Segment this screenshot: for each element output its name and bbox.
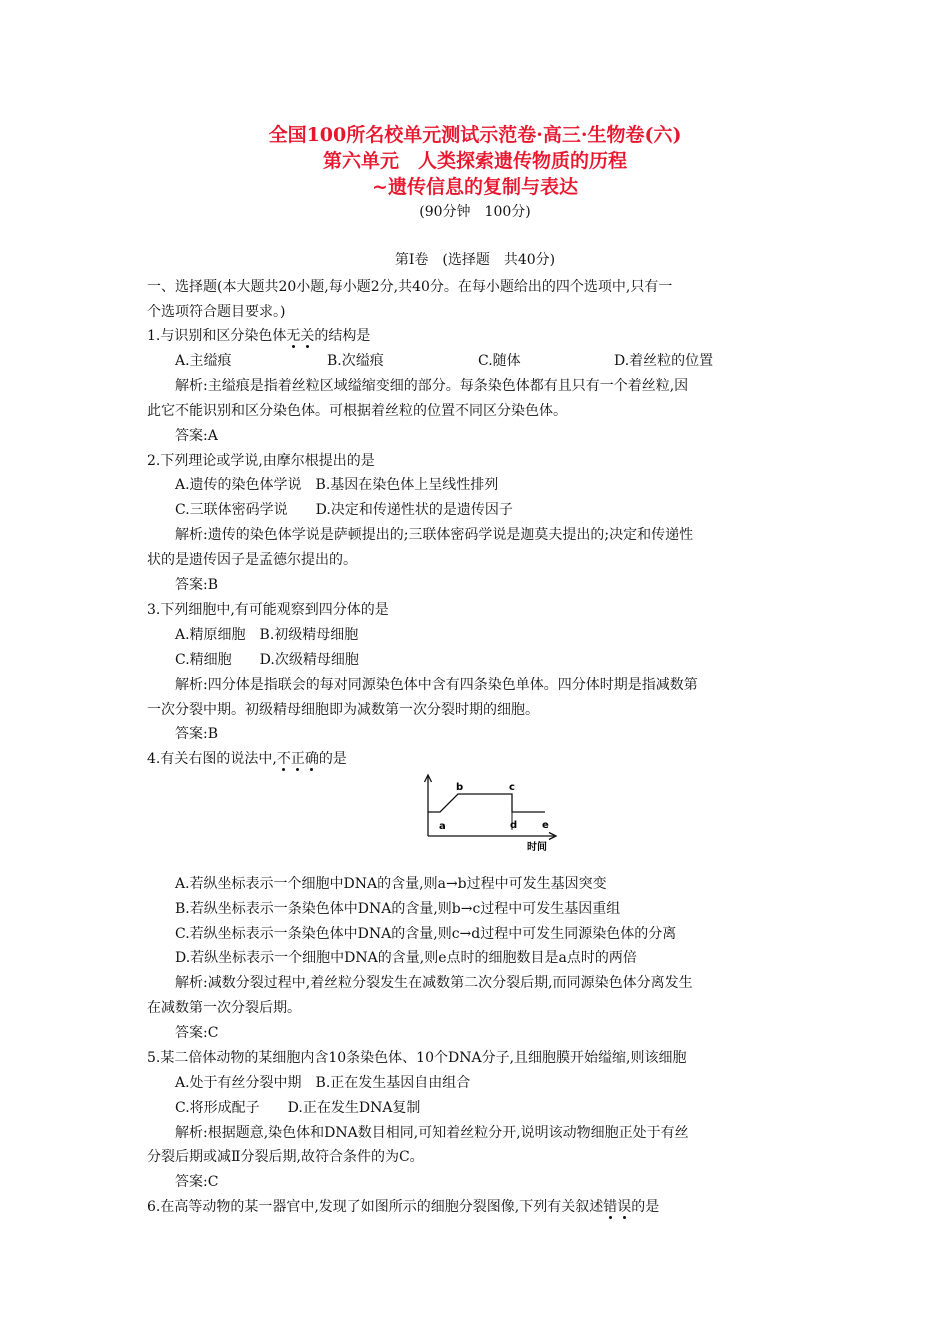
question-2-options-ab: A.遗传的染色体学说 B.基因在染色体上呈线性排列: [175, 477, 499, 493]
graph-x-axis-label: 时间: [527, 842, 547, 853]
question-4-analysis-line2: 在减数第一次分裂后期。: [147, 1000, 301, 1016]
question-4-option-d: D.若纵坐标表示一个细胞中DNA的含量,则e点时的细胞数目是a点时的两倍: [175, 950, 637, 966]
question-1-stem: [147, 325, 370, 347]
exam-title-line1: 全国100所名校单元测试示范卷·高三·生物卷(六): [268, 124, 682, 146]
emphasis-char: 不: [276, 751, 291, 767]
question-2-options-cd: C.三联体密码学说 D.决定和传递性状的是遗传因子: [175, 502, 513, 518]
emphasis-char: 关: [300, 328, 315, 344]
question-5-stem: 5.某二倍体动物的某细胞内含10条染色体、10个DNA分子,且细胞膜开始缢缩,则该细胞: [147, 1050, 687, 1066]
section-instructions-line1: 一、选择题(本大题共20小题,每小题2分,共40分。在每小题给出的四个选项中,只有一: [147, 279, 673, 295]
graph-point-label-c: c: [509, 782, 515, 793]
graph-point-label-d: d: [510, 820, 518, 831]
question-5-answer: 答案:C: [175, 1174, 219, 1190]
question-1-option-a: A.主缢痕: [175, 353, 232, 369]
emphasis-char: 正: [290, 751, 305, 767]
question-3-stem: 3.下列细胞中,有可能观察到四分体的是: [147, 602, 389, 618]
question-1-option-c: C.随体: [478, 353, 521, 369]
time-score-note: (90分钟 100分): [419, 204, 531, 220]
emphasis-char: 误: [617, 1199, 632, 1215]
section-instructions-line2: 个选项符合题目要求。): [147, 304, 286, 320]
emphasis-char: 确: [304, 751, 319, 767]
question-2-answer: 答案:B: [175, 577, 219, 593]
question-1-answer: 答案:A: [175, 428, 218, 444]
question-4-answer: 答案:C: [175, 1025, 219, 1041]
question-5-options-ab: A.处于有丝分裂中期 B.正在发生基因自由组合: [175, 1075, 471, 1091]
question-4-option-c: C.若纵坐标表示一条染色体中DNA的含量,则c→d过程中可发生同源染色体的分离: [175, 926, 677, 942]
question-2-analysis-line2: 状的是遗传因子是孟德尔提出的。: [147, 552, 357, 568]
question-6-stem-end: 的是: [631, 1199, 660, 1215]
graph-curve: [428, 794, 545, 812]
question-3-analysis-line2: 一次分裂中期。初级精母细胞即为减数第一次分裂时期的细胞。: [147, 702, 539, 718]
question-3-analysis-line1: 解析:四分体是指联会的每对同源染色体中含有四条染色单体。四分体时期是指减数第: [175, 677, 698, 693]
emphasis-char: 无: [286, 328, 301, 344]
question-1-analysis-line1: 解析:主缢痕是指着丝粒区域缢缩变细的部分。每条染色体都有且只有一个着丝粒,因: [175, 378, 689, 394]
question-6-stem-start: 6.在高等动物的某一器官中,发现了如图所示的细胞分裂图像,下列有关叙述: [147, 1199, 604, 1215]
question-2-stem: 2.下列理论或学说,由摩尔根提出的是: [147, 453, 375, 469]
question-1-stem-end: 的结构是: [314, 328, 371, 344]
section-heading: 第Ⅰ卷 (选择题 共40分): [394, 252, 556, 268]
question-1-option-d: D.着丝粒的位置: [614, 353, 714, 369]
question-4-option-a: A.若纵坐标表示一个细胞中DNA的含量,则a→b过程中可发生基因突变: [175, 876, 607, 892]
question-4-analysis-line1: 解析:减数分裂过程中,着丝粒分裂发生在减数第二次分裂后期,而同源染色体分离发生: [175, 975, 693, 991]
question-1-stem-start: 1.与识别和区分染色体: [147, 328, 287, 344]
graph-point-label-e: e: [542, 820, 549, 831]
question-2-analysis-line1: 解析:遗传的染色体学说是萨顿提出的;三联体密码学说是迦莫夫提出的;决定和传递性: [175, 527, 694, 543]
emphasis-char: 错: [603, 1199, 618, 1215]
graph-point-label-a: a: [439, 821, 446, 832]
question-5-analysis-line1: 解析:根据题意,染色体和DNA数目相同,可知着丝粒分开,说明该动物细胞正处于有丝: [175, 1125, 689, 1141]
question-1-analysis-line2: 此它不能识别和区分染色体。可根据着丝粒的位置不同区分染色体。: [147, 403, 567, 419]
question-5-analysis-line2: 分裂后期或减Ⅱ分裂后期,故符合条件的为C。: [147, 1149, 424, 1165]
question-5-options-cd: C.将形成配子 D.正在发生DNA复制: [175, 1100, 421, 1116]
graph-point-label-b: b: [456, 782, 464, 793]
exam-title-line2: 第六单元 人类探索遗传物质的历程: [322, 150, 627, 172]
question-3-options-ab: A.精原细胞 B.初级精母细胞: [175, 627, 359, 643]
question-3-options-cd: C.精细胞 D.次级精母细胞: [175, 652, 359, 668]
question-3-answer: 答案:B: [175, 726, 219, 742]
dna-content-graph: [412, 770, 562, 856]
question-4-stem-end: 的是: [318, 751, 347, 767]
question-4-stem: [147, 748, 347, 770]
question-6-stem: [147, 1196, 659, 1218]
exam-title-line3: ~遗传信息的复制与表达: [372, 176, 578, 198]
question-4-stem-start: 4.有关右图的说法中,: [147, 751, 277, 767]
question-1-option-b: B.次缢痕: [327, 353, 384, 369]
question-4-option-b: B.若纵坐标表示一条染色体中DNA的含量,则b→c过程中可发生基因重组: [175, 901, 621, 917]
